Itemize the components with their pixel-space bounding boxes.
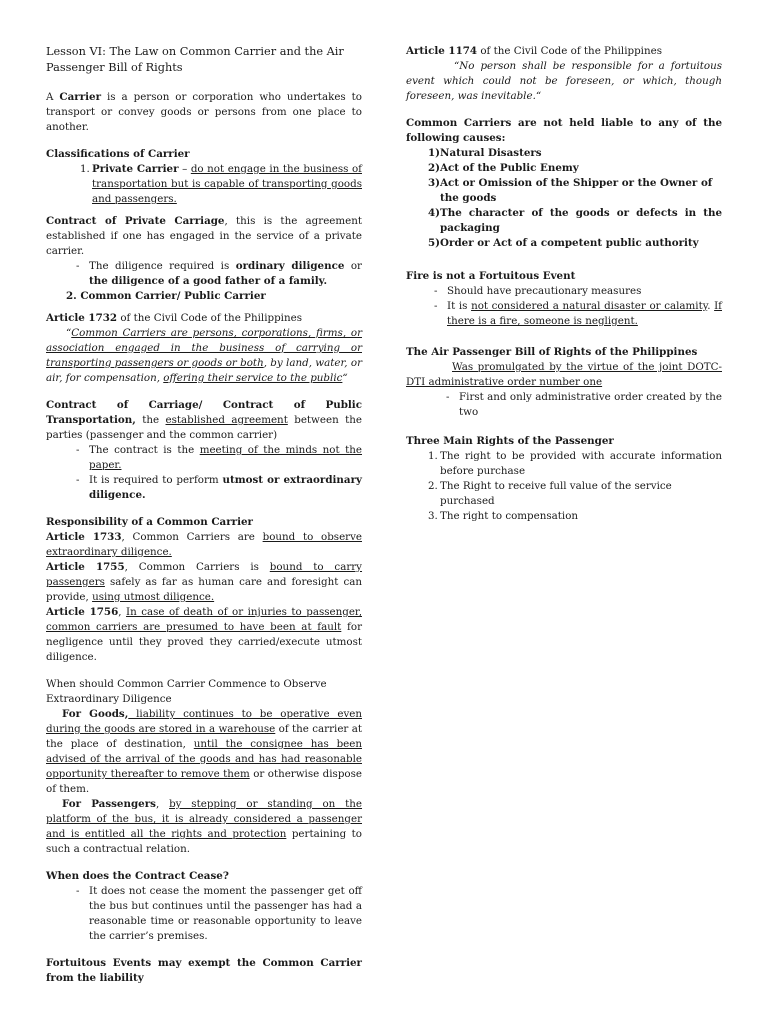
air-passenger-bullet: - First and only administrative order created by the two — [446, 391, 722, 418]
fire-bullet-1: - Should have precautionary measures — [434, 285, 642, 297]
article-1732-ref: Article 1732 of the Civil Code of the Philippines — [46, 312, 302, 324]
cause-item: 3) Act or Omission of the Shipper or the Owner of the goods — [428, 177, 713, 204]
right-item: 2. The Right to receive full value of the service purchased — [428, 480, 672, 507]
carrier-term: Carrier — [59, 91, 102, 103]
article-1733: Article 1733, Common Carriers are bound to observe extraordinary diligence. — [46, 531, 362, 558]
right-item: 3. The right to compensation — [428, 510, 579, 522]
private-carrier-item: 1. Private Carrier – do not engage in the business of transportation but is capable of transporting goods and passengers. — [80, 163, 362, 205]
contract-of-carriage-paragraph: Contract of Carriage/ Contract of Public Transportation, the established agreement between the parties (passenger and the common carrier) — [46, 399, 362, 441]
classifications-heading: Classifications of Carrier — [46, 148, 190, 160]
fortuitous-heading: Fortuitous Events may exempt the Common Carrier from the liability — [46, 957, 362, 984]
not-liable-heading: Common Carriers are not held liable to any of the following causes: — [406, 117, 722, 144]
left-column — [46, 44, 362, 986]
lesson-title: Lesson VI: The Law on Common Carrier and the Air Passenger Bill of Rights — [46, 45, 344, 74]
cause-item: 4) The character of the goods or defects in the packaging — [428, 207, 722, 234]
rights-list — [406, 449, 722, 524]
common-carrier-item: 2. Common Carrier/ Public Carrier — [66, 290, 266, 302]
article-1755: Article 1755, Common Carriers is bound to carry passengers safely as far as human care and foresight can provide, using utmost diligence. — [46, 561, 363, 603]
air-passenger-text: Was promulgated by the virtue of the joint DOTC-DTI administrative order number one — [406, 361, 722, 388]
article-1756: Article 1756, In case of death of or injuries to passenger, common carriers are presumed to have been at fault for negligence until they proved they carried/execute utmost diligence. — [46, 606, 362, 663]
air-passenger-heading: The Air Passenger Bill of Rights of the Philippines — [406, 346, 698, 358]
rights-heading: Three Main Rights of the Passenger — [406, 435, 614, 447]
causes-list — [406, 146, 722, 251]
article-1732-quote: “Common Carriers are persons, corporations, firms, or association engaged in the business of carrying or transporting passengers or goods or both, by land, water, or air, for compensation, offering their service to the public“ — [46, 327, 362, 384]
contract-bullet-1: - The contract is the meeting of the minds not the paper. — [76, 444, 362, 471]
private-carriage-paragraph: Contract of Private Carriage, this is the agreement established if one has engaged in the service of a private carrier. — [46, 215, 363, 257]
article-1174-quote: “No person shall be responsible for a fortuitous event which could not be foreseen, or which, though foreseen, was inevitable.“ — [406, 60, 722, 102]
cease-bullet: - It does not cease the moment the passenger get off the bus but continues until the passenger has had a reasonable time or reasonable opportunity to leave the carrier’s premises. — [76, 885, 362, 942]
fire-heading: Fire is not a Fortuitous Event — [406, 270, 576, 282]
cause-item: 5) Order or Act of a competent public authority — [428, 237, 699, 249]
right-item: 1. The right to be provided with accurate information before purchase — [428, 450, 722, 477]
right-column — [406, 44, 722, 524]
responsibility-heading: Responsibility of a Common Carrier — [46, 516, 253, 528]
contract-bullet-2: - It is required to perform utmost or extraordinary diligence. — [76, 474, 362, 501]
fire-bullet-2: - It is not considered a natural disaster or calamity. If there is a fire, someone is negligent. — [434, 300, 722, 327]
cause-item: 2) Act of the Public Enemy — [428, 162, 579, 174]
cause-item: 1) Natural Disasters — [428, 147, 542, 159]
cease-heading: When does the Contract Cease? — [46, 870, 229, 882]
diligence-bullet: - The diligence required is ordinary diligence or the diligence of a good father of a family. — [76, 260, 362, 287]
article-1174-ref: Article 1174 of the Civil Code of the Philippines — [406, 45, 662, 57]
commence-heading: When should Common Carrier Commence to Observe Extraordinary Diligence — [46, 678, 327, 705]
for-passengers-paragraph: For Passengers, by stepping or standing on the platform of the bus, it is already considered a passenger and is entitled all the rights and protection pertaining to such a contractual relation. — [46, 798, 363, 855]
carrier-definition: A Carrier is a person or corporation who undertakes to transport or convey goods or persons from one place to another. — [46, 91, 362, 133]
for-goods-paragraph: For Goods, liability continues to be operative even during the goods are stored in a warehouse of the carrier at the place of destination, until the consignee has been advised of the arrival of the goods and has had reasonable opportunity thereafter to remove them or otherwise dispose of them. — [46, 708, 362, 795]
